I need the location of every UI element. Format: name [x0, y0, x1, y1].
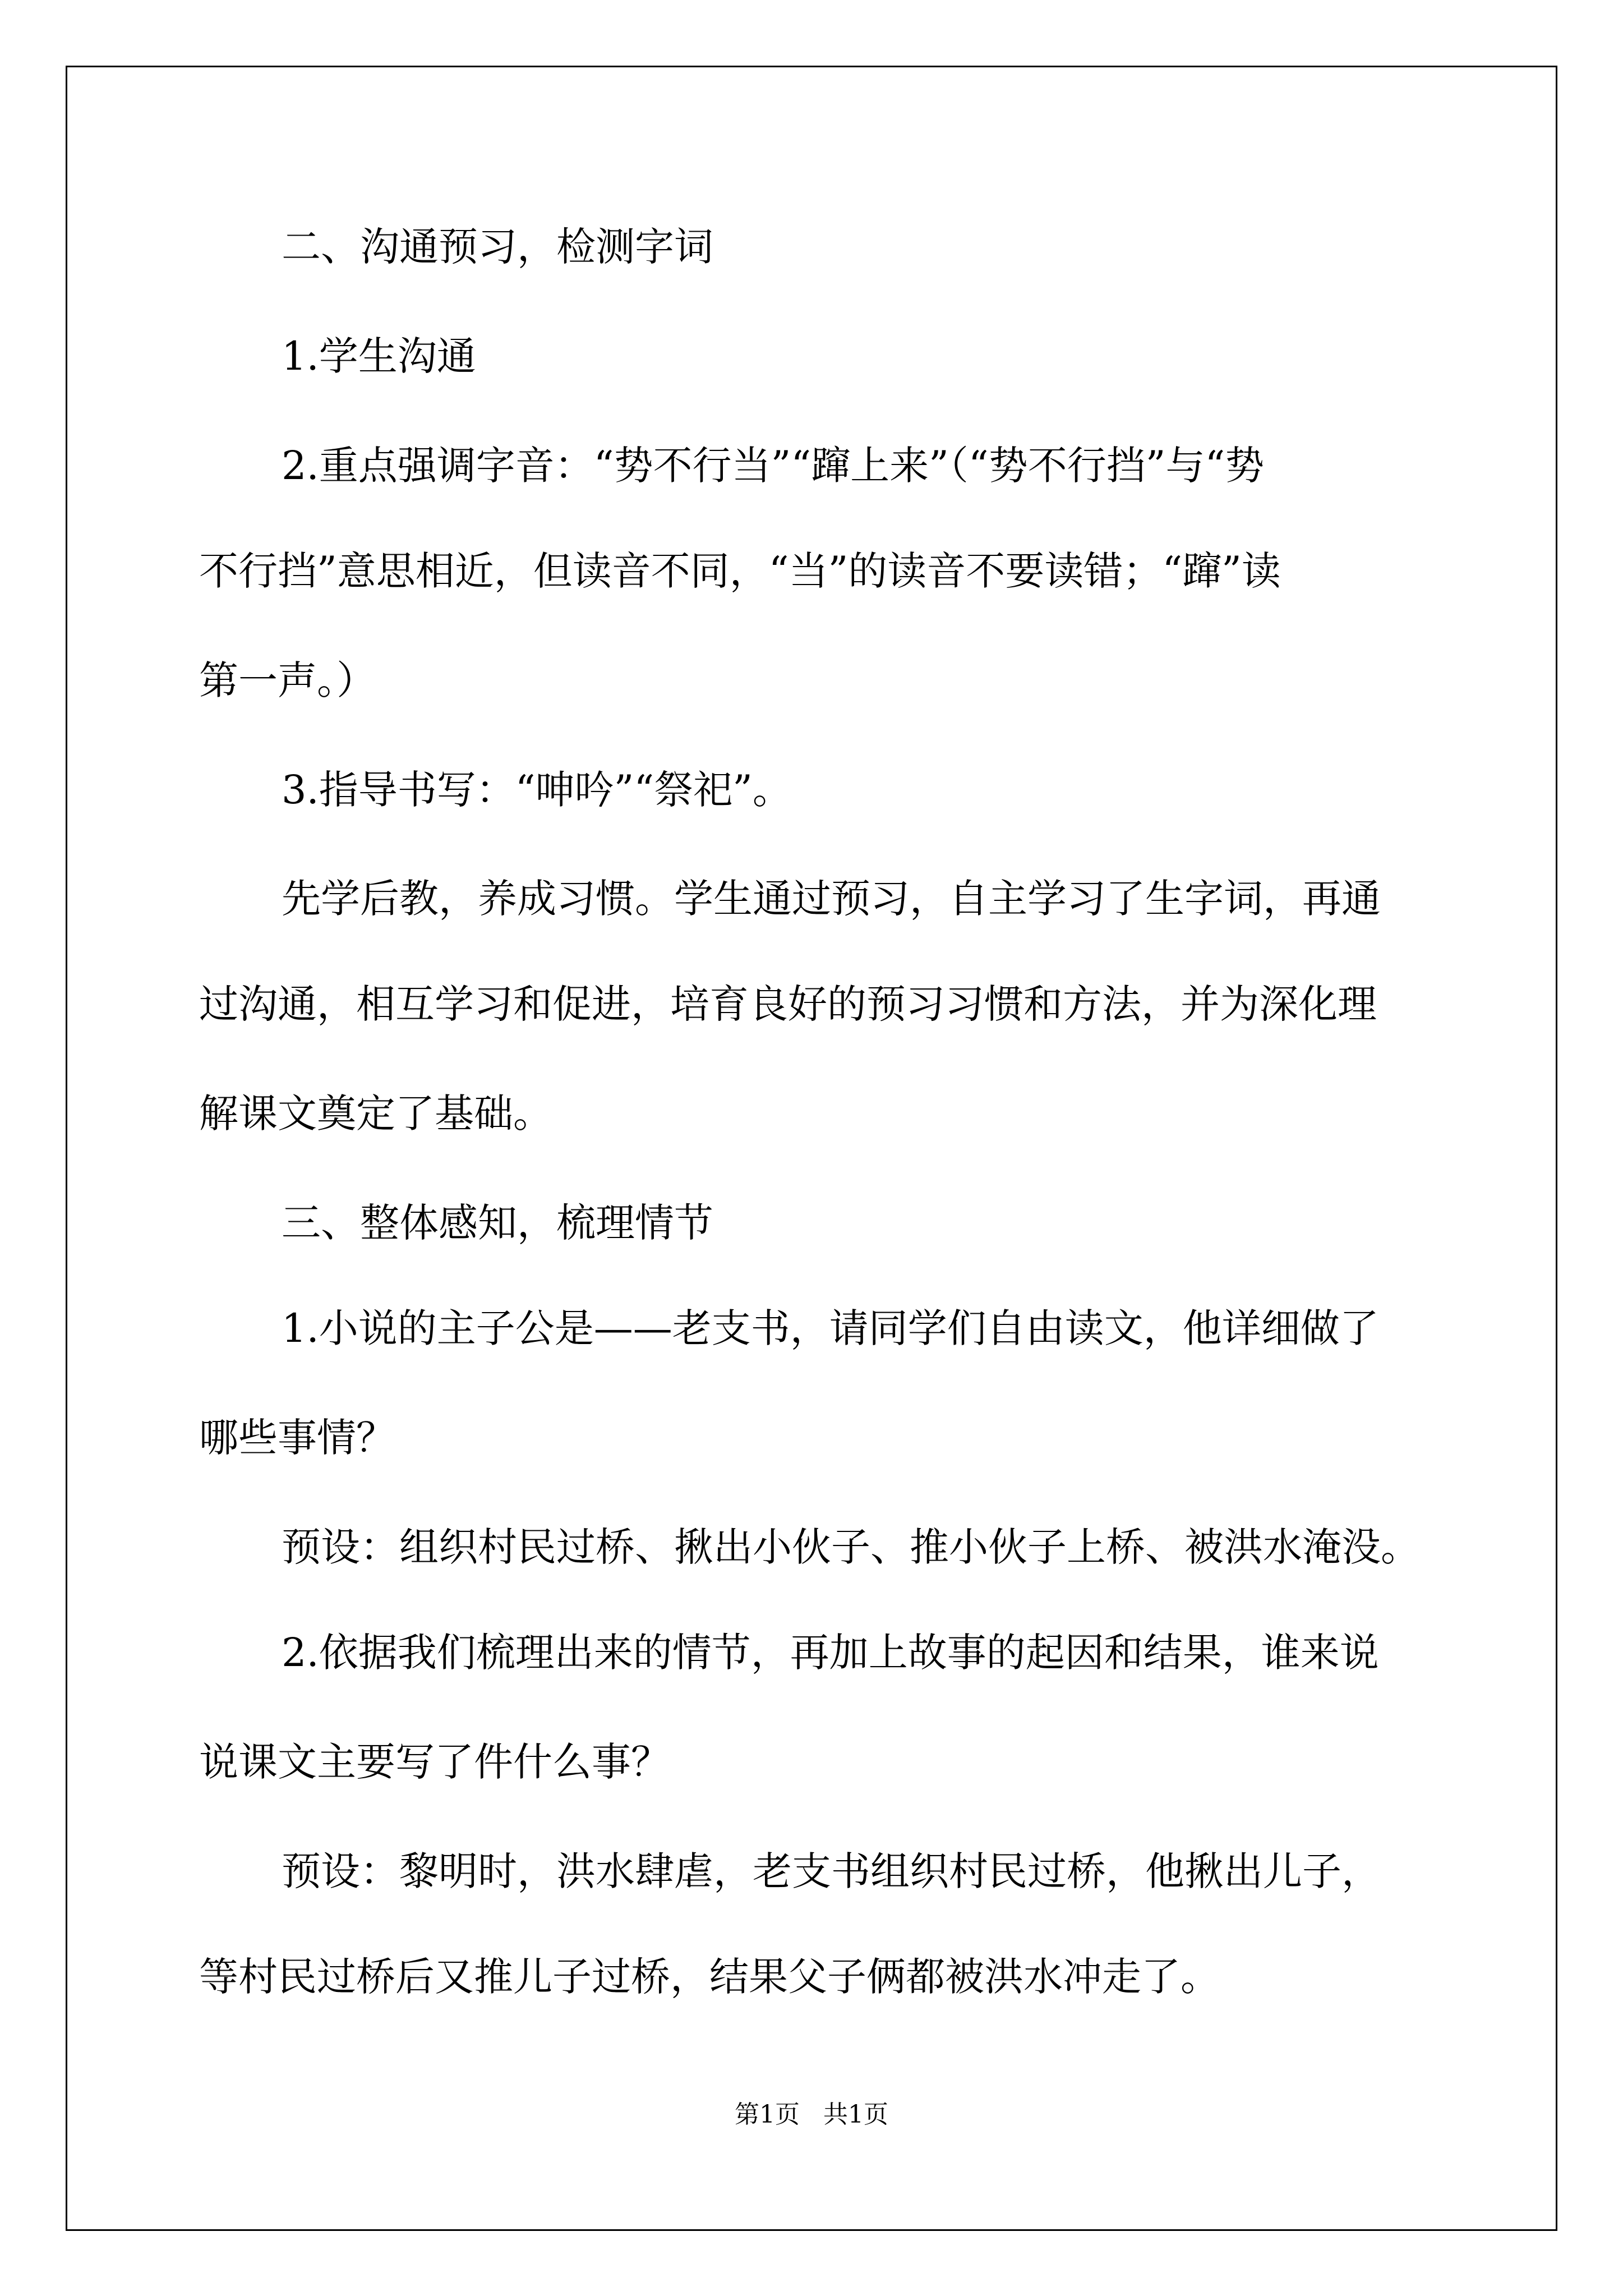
list-item-2: 2.重点强调字音：“势不行当”“蹿上来”（“势不行挡”与“势	[282, 443, 1265, 489]
list-item-2-cont: 说课文主要写了件什么事？	[199, 1739, 670, 1785]
page-number-footer: 第1页 共1页	[735, 2100, 888, 2129]
preset-answer: 预设：黎明时，洪水肆虐，老支书组织村民过桥，他揪出儿子，	[282, 1848, 1381, 1894]
list-item-1-cont: 哪些事情？	[199, 1415, 395, 1461]
list-item-3: 3.指导书写：“呻吟”“祭祀”。	[282, 767, 792, 813]
page-border	[66, 66, 1557, 2231]
list-item-2-cont-2: 第一声。）	[199, 657, 376, 703]
preset-answer-cont: 等村民过桥后又推儿子过桥，结果父子俩都被洪水冲走了。	[199, 1954, 1220, 2000]
paragraph-line: 先学后教，养成习惯。学生通过预习，自主学习了生字词，再通	[282, 876, 1381, 922]
list-item-1: 1.小说的主子公是——老支书，请同学们自由读文，他详细做了	[282, 1305, 1379, 1351]
paragraph-line: 过沟通，相互学习和促进，培育良好的预习习惯和方法，并为深化理	[199, 981, 1377, 1027]
section-heading-2: 二、沟通预习，检测字词	[282, 224, 713, 270]
list-item-2-cont-1: 不行挡”意思相近，但读音不同，“当”的读音不要读错；“蹿”读	[199, 548, 1281, 594]
preset-answer: 预设：组织村民过桥、揪出小伙子、推小伙子上桥、被洪水淹没。	[282, 1524, 1420, 1570]
paragraph-line: 解课文奠定了基础。	[199, 1091, 552, 1137]
list-item-2: 2.依据我们梳理出来的情节，再加上故事的起因和结果，谁来说	[282, 1630, 1379, 1676]
list-item-1: 1.学生沟通	[282, 333, 476, 379]
section-heading-3: 三、整体感知，梳理情节	[282, 1200, 713, 1246]
